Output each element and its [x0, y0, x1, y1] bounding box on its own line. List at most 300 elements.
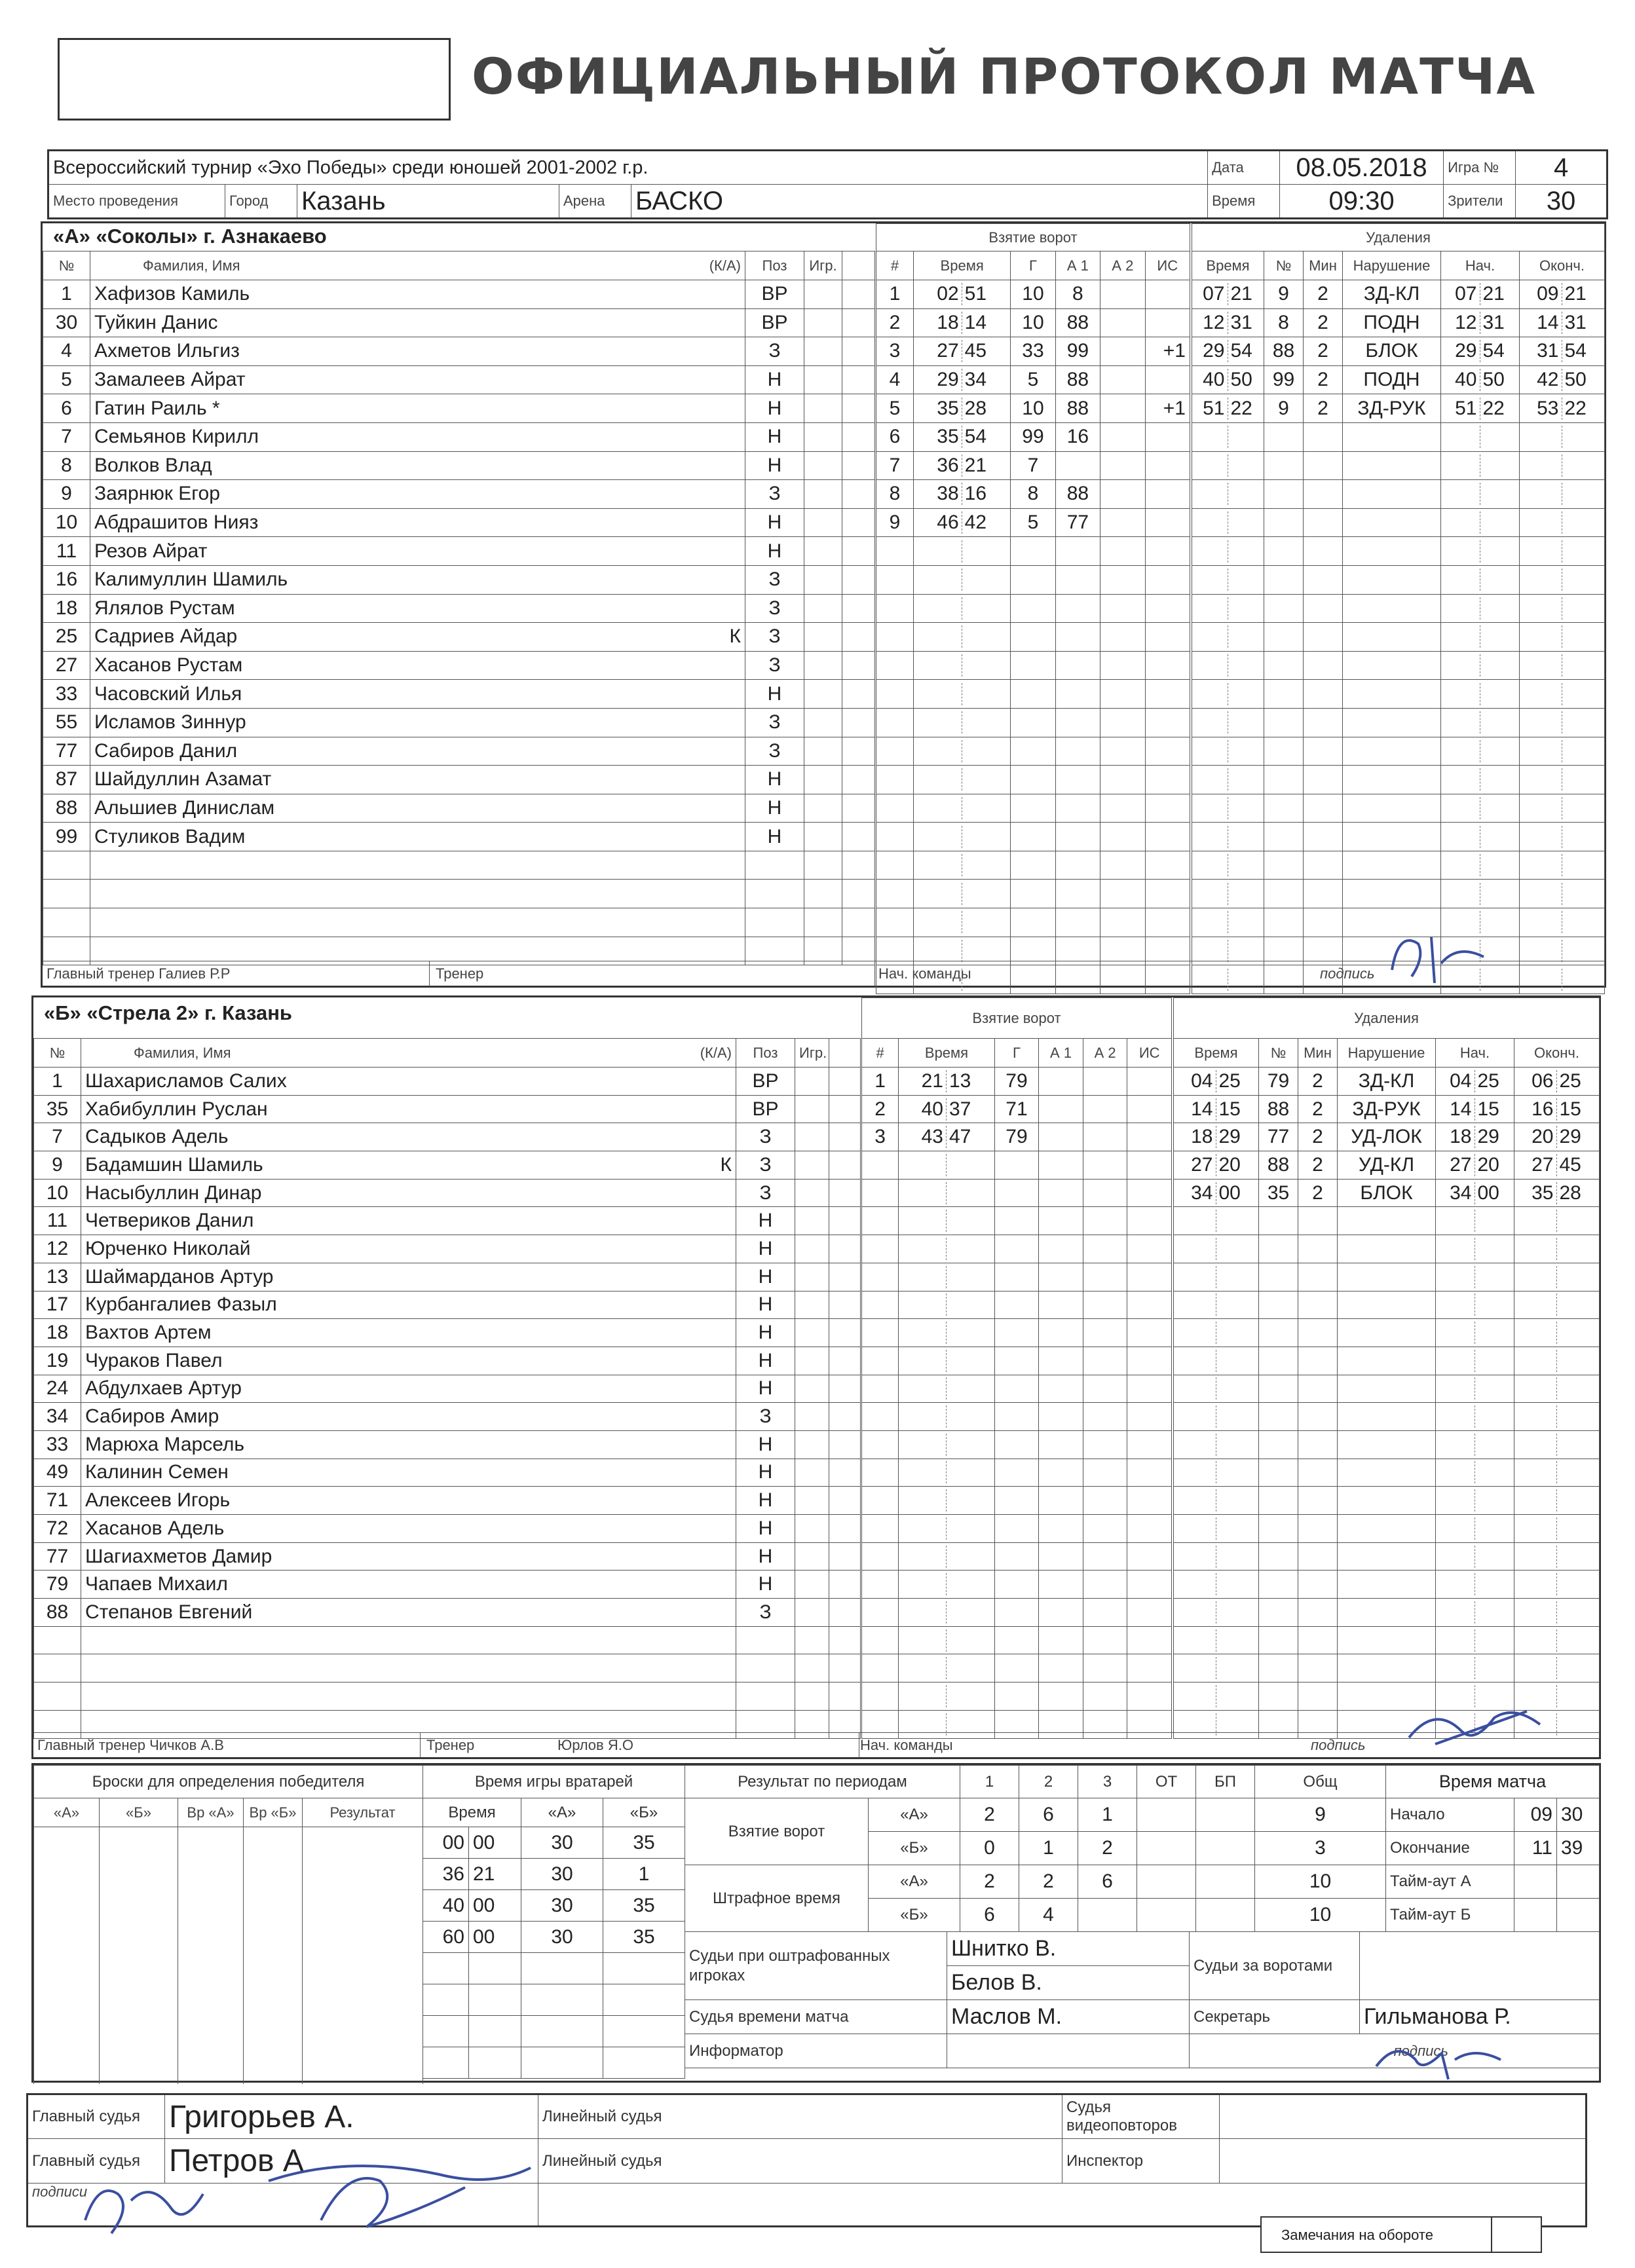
goal-scorer [994, 1263, 1039, 1291]
shootout-cell [178, 1988, 244, 2020]
penalty-start-minute [1436, 1461, 1475, 1483]
shootout-col: «А» [34, 1798, 100, 1827]
start-hours: 09 [1514, 1798, 1557, 1832]
gk-b: 35 [603, 1827, 685, 1859]
goal-row [862, 1542, 1172, 1571]
player-number [34, 1626, 81, 1654]
goal-second: 47 [949, 1126, 971, 1148]
penalty-start-minute [1436, 1377, 1475, 1400]
goal-assist-2 [1083, 1291, 1127, 1319]
team-a-goals [876, 223, 1190, 994]
gk-row [423, 2016, 685, 2047]
player-position [745, 880, 804, 908]
inspector-value [1220, 2139, 1587, 2184]
penalty-minutes: 2 [1304, 337, 1343, 366]
goal-assist-2 [1100, 537, 1145, 566]
goal-number: 6 [876, 422, 914, 451]
player-name: Ялялов Рустам [94, 597, 235, 619]
player-position: Н [736, 1347, 795, 1375]
player-name-cell [90, 537, 745, 566]
penalty-end [1520, 480, 1605, 509]
penalty-end [1514, 1403, 1600, 1431]
penalty-time [1174, 1571, 1259, 1599]
goal-row [862, 1626, 1172, 1654]
penalty-time [1174, 1375, 1259, 1403]
goal-strength [1145, 480, 1190, 509]
head-coach-label [37, 1737, 224, 1754]
goal-number [862, 1151, 899, 1180]
player-name: Бадамшин Шамиль [85, 1153, 263, 1176]
player-position: Н [745, 394, 804, 423]
penalty-player: 88 [1259, 1095, 1298, 1123]
penalty-minutes [1298, 1654, 1338, 1682]
goal-time [899, 1123, 994, 1151]
penalty-end-minute [1520, 768, 1562, 790]
goal-assist-2 [1083, 1151, 1127, 1180]
goal-minute [899, 1405, 947, 1428]
penalty-time-second: 25 [1218, 1069, 1241, 1092]
penalty-start-minute [1441, 711, 1480, 734]
penalty-minutes [1298, 1375, 1338, 1403]
goal-second: 37 [949, 1098, 971, 1120]
goal-minute [899, 1293, 947, 1316]
penalty-end-minute [1514, 1573, 1557, 1595]
gk-b [603, 1984, 685, 2016]
penalty-end [1514, 1151, 1600, 1180]
goal-row [876, 766, 1190, 794]
player-name-cell [90, 823, 745, 851]
goal-minute: 35 [914, 426, 962, 448]
goal-time [914, 480, 1011, 509]
player-name-cell [90, 623, 745, 652]
player-name-cell [81, 1515, 736, 1543]
goal-minute: 40 [899, 1098, 947, 1121]
penalty-time-minute: 29 [1192, 340, 1228, 362]
penalty-end [1520, 422, 1605, 451]
player-played [804, 594, 842, 623]
penalty-time-minute [1174, 1685, 1216, 1707]
penalty-player [1264, 651, 1304, 680]
main-referee-1-label: Главный судья [28, 2094, 165, 2139]
penalty-time [1174, 1235, 1259, 1263]
goal-assist-2 [1100, 708, 1145, 737]
player-position: Н [736, 1515, 795, 1543]
penalty-end-minute [1520, 711, 1562, 734]
periods-title: Результат по периодам [685, 1766, 960, 1798]
coach-label: Тренер [426, 1737, 475, 1753]
penalty-end-second: 50 [1564, 369, 1587, 391]
shootout-cell [34, 1988, 100, 2020]
penalty-start-minute [1436, 1350, 1475, 1372]
player-played [795, 1151, 829, 1180]
gk-second: 00 [469, 1890, 521, 1922]
penalty-player [1264, 451, 1304, 480]
shootout-cell [100, 1859, 178, 1891]
player-name-cell [90, 308, 745, 337]
player-number: 8 [43, 451, 90, 480]
player-played [804, 651, 842, 680]
shootout-cell [303, 1924, 423, 1956]
goal-scorer: 33 [1011, 337, 1055, 366]
goal-scorer [1011, 537, 1055, 566]
goals-b-bp [1196, 1832, 1255, 1865]
shootout-cell [34, 1891, 100, 1924]
penalty-end-minute [1520, 511, 1562, 534]
penalty-player [1259, 1291, 1298, 1319]
player-row [43, 737, 875, 766]
pen-col-time: Время [1174, 1039, 1259, 1068]
penalty-row [1192, 651, 1605, 680]
penalty-time-second: 21 [1230, 283, 1252, 305]
goal-assist-2 [1100, 766, 1145, 794]
goal-assist-1 [1055, 766, 1100, 794]
pim-a-ot [1137, 1865, 1196, 1899]
goal-time [914, 851, 1011, 880]
shootout-row [34, 1924, 423, 1956]
penalty-minutes [1304, 737, 1343, 766]
penalty-infraction [1338, 1291, 1436, 1319]
period-col-total: Общ [1255, 1766, 1386, 1798]
goal-row [862, 1319, 1172, 1347]
penalty-time [1192, 308, 1264, 337]
penalty-start-second: 00 [1477, 1181, 1499, 1204]
goal-assist-1 [1055, 851, 1100, 880]
informer-label: Информатор [685, 2034, 947, 2068]
player-position: Н [736, 1487, 795, 1515]
penalty-end [1514, 1263, 1600, 1291]
player-spare [842, 823, 875, 851]
player-name: Исламов Зиннур [94, 711, 246, 734]
goal-time [899, 1235, 994, 1263]
penalty-start [1436, 1654, 1514, 1682]
goal-time [899, 1291, 994, 1319]
player-played [795, 1403, 829, 1431]
goal-strength [1127, 1347, 1172, 1375]
penalty-row [1192, 365, 1605, 394]
penalty-end-minute [1520, 568, 1562, 591]
goal-row [876, 365, 1190, 394]
player-name-cell [90, 337, 745, 366]
goal-number [876, 623, 914, 652]
penalty-row [1192, 337, 1605, 366]
player-played [804, 680, 842, 709]
goal-row [862, 1599, 1172, 1627]
penalty-time [1174, 1682, 1259, 1711]
goal-time [914, 880, 1011, 908]
col-spare [829, 1039, 861, 1068]
penalty-time-minute [1174, 1434, 1216, 1456]
player-name: Вахтов Артем [85, 1322, 212, 1344]
city-value: Казань [297, 185, 559, 219]
penalty-start [1436, 1151, 1514, 1180]
player-name-cell [81, 1682, 736, 1711]
goal-assist-1 [1055, 823, 1100, 851]
player-captain-mark: К [720, 1153, 732, 1176]
goal-scorer: 7 [1011, 451, 1055, 480]
penalty-start [1436, 1542, 1514, 1571]
penalty-time [1192, 766, 1264, 794]
player-spare [829, 1571, 861, 1599]
player-name-cell [90, 508, 745, 537]
gk-minute: 00 [423, 1827, 469, 1859]
penalty-end-minute [1520, 740, 1562, 762]
player-spare [829, 1403, 861, 1431]
date-label: Дата [1208, 151, 1280, 185]
goal-assist-2 [1100, 594, 1145, 623]
penalty-start [1441, 308, 1520, 337]
goal-time [914, 823, 1011, 851]
game-label: Игра № [1444, 151, 1516, 185]
penalty-time [1174, 1095, 1259, 1123]
player-name: Волков Влад [94, 454, 212, 476]
player-row [43, 537, 875, 566]
penalty-row [1174, 1207, 1600, 1235]
penalty-minutes [1298, 1430, 1338, 1459]
penalty-time-minute: 27 [1174, 1154, 1216, 1176]
penalty-end-second: 21 [1564, 283, 1587, 305]
player-spare [842, 480, 875, 509]
goal-number [862, 1347, 899, 1375]
goal-assist-1 [1039, 1151, 1083, 1180]
goal-second: 16 [964, 483, 987, 505]
penalty-infraction: ЗД-КЛ [1338, 1068, 1436, 1096]
player-row [43, 451, 875, 480]
player-number: 49 [34, 1459, 81, 1487]
player-row [43, 766, 875, 794]
end-label: Окончание [1386, 1832, 1514, 1865]
goal-minute: 35 [914, 398, 962, 420]
penalty-infraction [1338, 1654, 1436, 1682]
penalty-infraction [1343, 508, 1441, 537]
penalty-end [1514, 1179, 1600, 1207]
penalty-time-minute [1192, 426, 1228, 448]
goal-col-time: Время [914, 251, 1011, 280]
player-played [795, 1179, 829, 1207]
pim-row-label: Штрафное время [685, 1865, 869, 1932]
col-pos: Поз [736, 1039, 795, 1068]
main-referee-2-label: Главный судья [28, 2139, 165, 2184]
penalty-end [1514, 1654, 1600, 1682]
penalty-infraction [1343, 794, 1441, 823]
penalty-start [1436, 1403, 1514, 1431]
gk-b: 35 [603, 1890, 685, 1922]
pen-col-time: Время [1192, 251, 1264, 280]
goal-scorer: 99 [1011, 422, 1055, 451]
player-played [795, 1682, 829, 1711]
penalty-end-minute [1514, 1350, 1557, 1372]
goal-strength [1127, 1263, 1172, 1291]
goal-number: 9 [876, 508, 914, 537]
gk-b: 35 [603, 1922, 685, 1953]
goal-time [914, 308, 1011, 337]
goal-time [899, 1319, 994, 1347]
pen-col-min: Мин [1298, 1039, 1338, 1068]
shootout-cell [34, 1956, 100, 1988]
player-position: Н [736, 1375, 795, 1403]
gk-minute [423, 1953, 469, 1984]
shootout-cell [244, 1988, 303, 2020]
player-played [795, 1626, 829, 1654]
goal-second: 13 [949, 1069, 971, 1092]
goal-time [899, 1682, 994, 1711]
penalty-start [1436, 1375, 1514, 1403]
shootout-cell [100, 1827, 178, 1859]
goal-assist-2 [1083, 1599, 1127, 1627]
goal-strength [1127, 1515, 1172, 1543]
penalty-start-second: 25 [1477, 1069, 1499, 1092]
penalty-row [1174, 1599, 1600, 1627]
penalty-time-second: 22 [1230, 397, 1252, 419]
goal-assist-1 [1055, 651, 1100, 680]
goal-strength [1127, 1291, 1172, 1319]
penalty-end [1514, 1459, 1600, 1487]
goals-team-b-label: «Б» [869, 1832, 960, 1865]
player-position: З [745, 337, 804, 366]
player-position: Н [745, 823, 804, 851]
gk-a [521, 2047, 603, 2079]
goals-a-p3: 1 [1078, 1798, 1137, 1832]
penalty-row [1174, 1459, 1600, 1487]
goal-strength [1127, 1235, 1172, 1263]
goal-number [876, 708, 914, 737]
penalty-row [1192, 394, 1605, 423]
player-row [43, 794, 875, 823]
player-row [43, 594, 875, 623]
penalty-infraction [1338, 1319, 1436, 1347]
penalty-end [1520, 908, 1605, 937]
player-name-cell [90, 365, 745, 394]
goal-strength [1145, 451, 1190, 480]
goal-time [899, 1542, 994, 1571]
goals-title: Взятие ворот [876, 224, 1190, 251]
penalty-start [1441, 537, 1520, 566]
penalty-time [1174, 1347, 1259, 1375]
penalty-time-minute [1192, 711, 1228, 734]
penalty-time-minute [1192, 740, 1228, 762]
goal-assist-2 [1100, 737, 1145, 766]
player-position: Н [745, 422, 804, 451]
goal-col-is: ИС [1145, 251, 1190, 280]
penalty-time [1192, 537, 1264, 566]
player-name: Туйкин Данис [94, 311, 218, 333]
penalty-time-minute [1174, 1546, 1216, 1568]
penalty-minutes [1298, 1542, 1338, 1571]
goal-strength [1145, 823, 1190, 851]
goal-scorer [994, 1599, 1039, 1627]
penalty-end [1520, 708, 1605, 737]
player-name-cell [81, 1179, 736, 1207]
penalty-infraction [1338, 1542, 1436, 1571]
gk-second: 00 [469, 1827, 521, 1859]
penalty-start-minute [1441, 426, 1480, 448]
goal-time [914, 623, 1011, 652]
penalty-time-minute [1174, 1293, 1216, 1316]
pen-col-start: Нач. [1441, 251, 1520, 280]
gk-row [423, 1922, 685, 1953]
team-b-footer [33, 1732, 1599, 1758]
team-b-head-coach: Чичков А.В [149, 1737, 224, 1753]
pen-col-infraction: Нарушение [1343, 251, 1441, 280]
penalty-player [1259, 1459, 1298, 1487]
goal-scorer [1011, 594, 1055, 623]
goal-strength [1145, 708, 1190, 737]
penalty-time [1192, 337, 1264, 366]
goal-strength: +1 [1145, 337, 1190, 366]
goal-minute [914, 597, 962, 620]
player-spare [842, 794, 875, 823]
goal-strength [1145, 537, 1190, 566]
player-number [43, 880, 90, 908]
player-spare [829, 1179, 861, 1207]
penalty-player: 77 [1259, 1123, 1298, 1151]
penalty-time [1192, 680, 1264, 709]
goal-scorer [994, 1571, 1039, 1599]
goal-strength [1127, 1626, 1172, 1654]
penalty-row [1174, 1403, 1600, 1431]
penalty-start [1441, 708, 1520, 737]
shootout-cell [244, 1859, 303, 1891]
goal-assist-2 [1100, 365, 1145, 394]
penalty-infraction: БЛОК [1343, 337, 1441, 366]
player-spare [842, 880, 875, 908]
penalty-end [1520, 451, 1605, 480]
period-col-2: 2 [1019, 1766, 1078, 1798]
player-spare [829, 1347, 861, 1375]
penalty-end [1514, 1207, 1600, 1235]
penalty-row [1174, 1151, 1600, 1180]
player-position: ВР [745, 308, 804, 337]
penalty-player [1259, 1682, 1298, 1711]
player-number: 71 [34, 1487, 81, 1515]
pen-col-num: № [1259, 1039, 1298, 1068]
player-played [804, 851, 842, 880]
goal-time [914, 737, 1011, 766]
goal-scorer [994, 1347, 1039, 1375]
penalty-minutes [1304, 680, 1343, 709]
player-number: 72 [34, 1515, 81, 1543]
penalty-time-minute [1192, 768, 1228, 790]
penalty-time-minute: 12 [1192, 312, 1228, 334]
penalty-start [1436, 1430, 1514, 1459]
penalty-player [1264, 708, 1304, 737]
goal-strength [1145, 680, 1190, 709]
player-played [804, 708, 842, 737]
player-name: Часовский Илья [94, 682, 242, 705]
penalty-time [1174, 1319, 1259, 1347]
player-position: ВР [745, 280, 804, 309]
gk-minute [423, 1984, 469, 2016]
goal-row [862, 1095, 1172, 1123]
player-row [43, 880, 875, 908]
goal-number [862, 1654, 899, 1682]
penalty-time-minute [1192, 597, 1228, 620]
goal-assist-1 [1039, 1654, 1083, 1682]
penalty-time [1174, 1123, 1259, 1151]
penalty-end [1514, 1542, 1600, 1571]
penalty-end-minute [1514, 1434, 1557, 1456]
penalty-player [1264, 594, 1304, 623]
player-position: З [736, 1403, 795, 1431]
penalty-player: 99 [1264, 365, 1304, 394]
gk-minute [423, 2047, 469, 2079]
shootout-cell [100, 1891, 178, 1924]
goal-number [862, 1599, 899, 1627]
player-row [43, 337, 875, 366]
penalty-time [1192, 623, 1264, 652]
penalty-end-minute [1514, 1517, 1557, 1540]
penalty-end-minute [1520, 483, 1562, 505]
penalty-end-minute: 27 [1514, 1154, 1557, 1176]
